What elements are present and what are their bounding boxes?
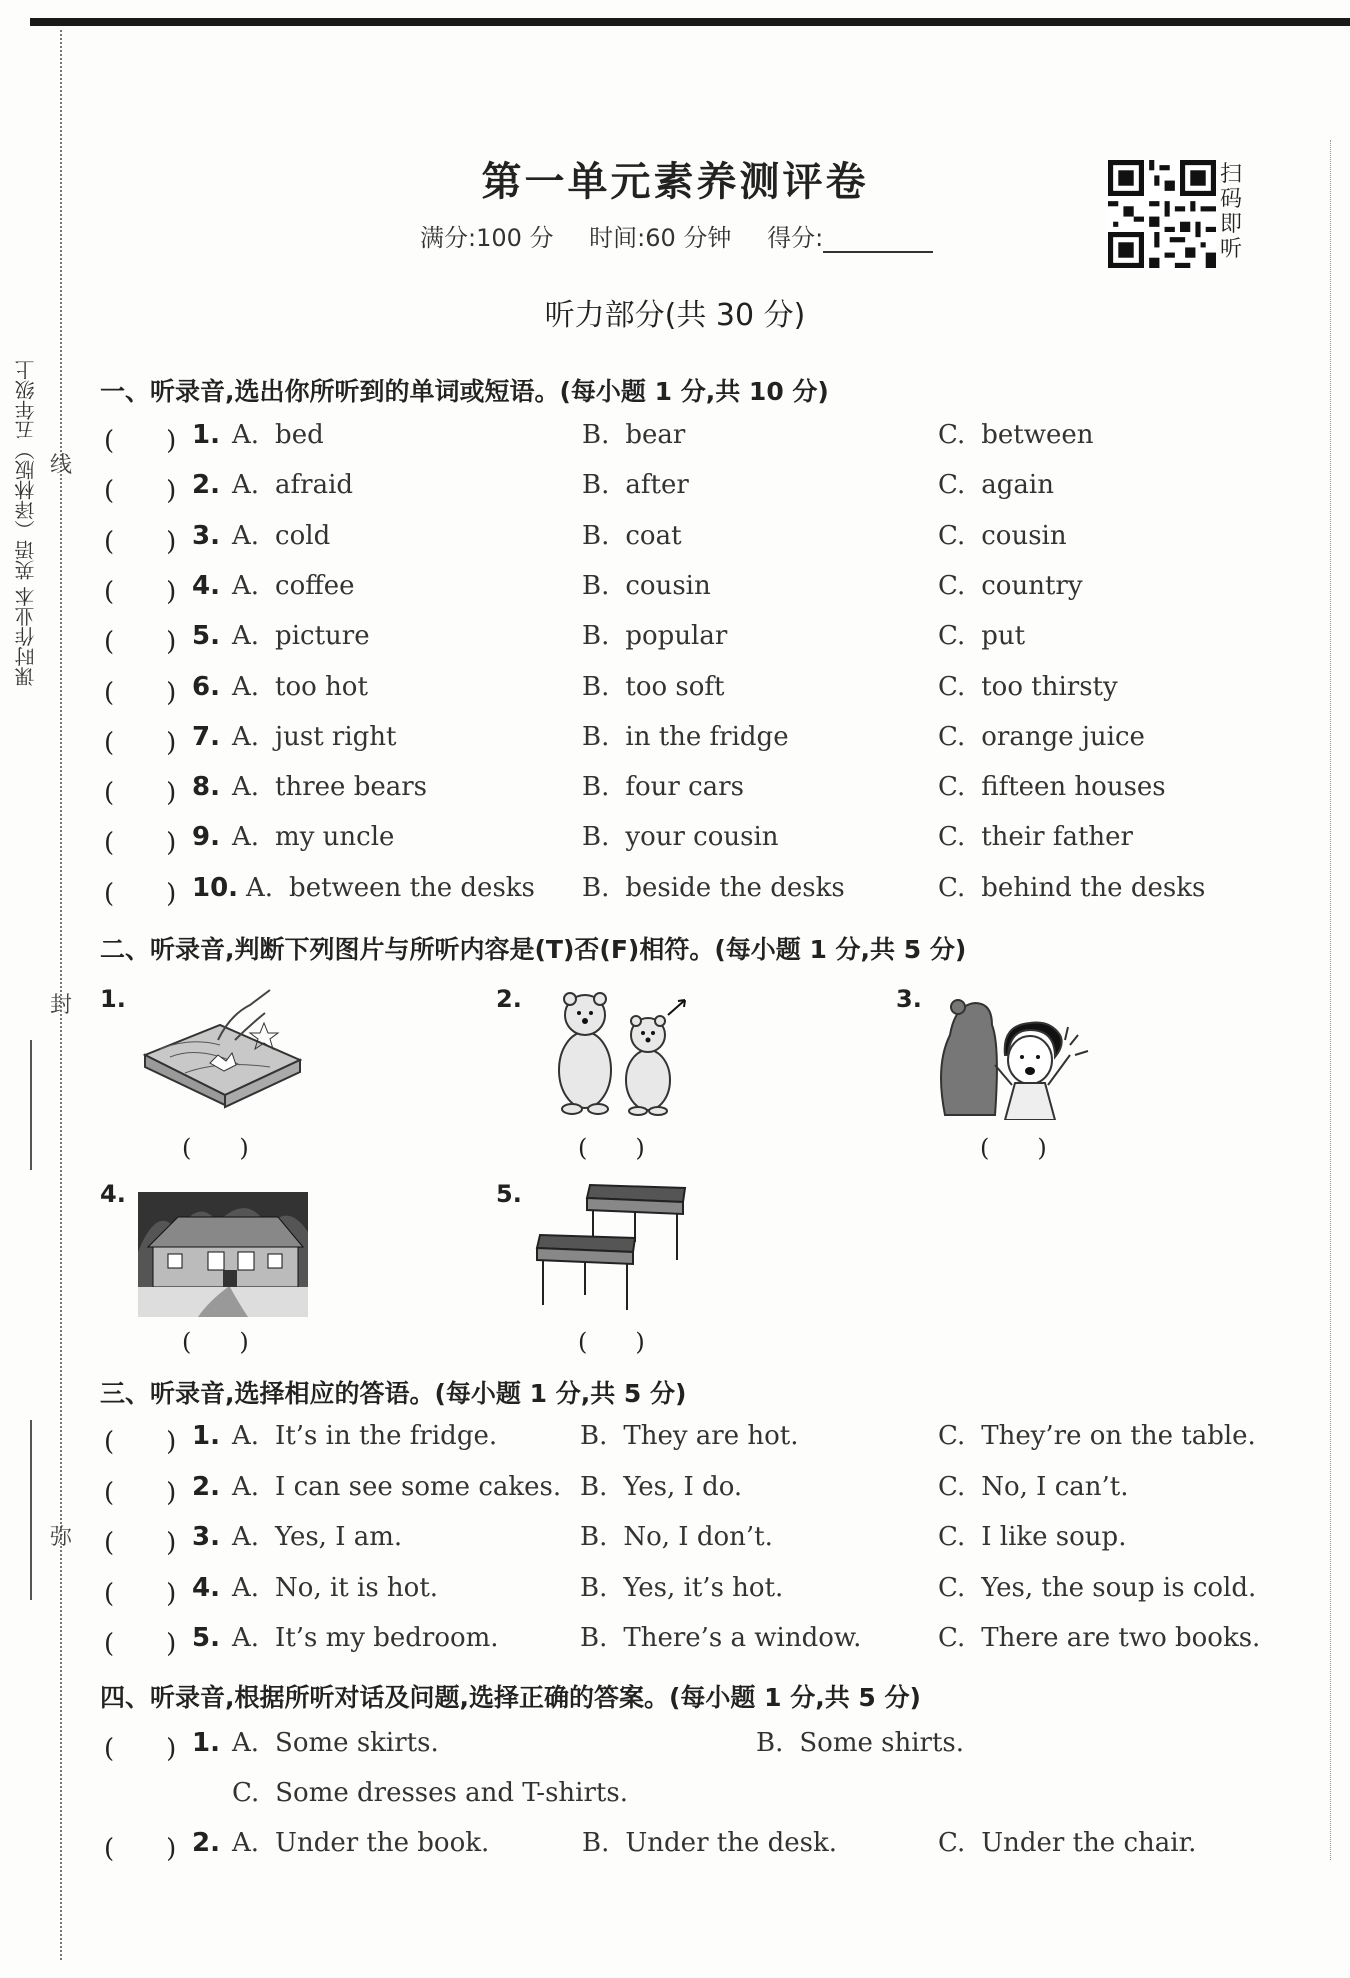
score-blank[interactable] bbox=[823, 251, 933, 253]
picture-number: 1. bbox=[100, 985, 126, 1013]
option-letter: C. bbox=[938, 1522, 966, 1552]
option-letter: B. bbox=[582, 822, 610, 853]
answer-paren[interactable]: ( ) bbox=[104, 727, 177, 758]
option-a bbox=[232, 1623, 499, 1653]
question-number: 6. bbox=[192, 671, 220, 702]
option-text: popular bbox=[625, 621, 728, 652]
name-blank-line bbox=[30, 1040, 32, 1170]
option-letter: B. bbox=[580, 1471, 608, 1502]
option-letter: A. bbox=[232, 671, 260, 702]
option-letter: C. bbox=[938, 520, 966, 551]
option-text: Under the book. bbox=[275, 1828, 490, 1858]
option-a bbox=[232, 772, 427, 802]
option-text: Some dresses and T-shirts. bbox=[275, 1778, 628, 1808]
qr-code-icon[interactable] bbox=[1108, 160, 1216, 268]
option-letter: A. bbox=[232, 570, 260, 601]
score-label: 得分: bbox=[767, 224, 824, 252]
option-b bbox=[582, 772, 744, 802]
answer-paren[interactable]: ( ) bbox=[104, 526, 177, 557]
option-text: There are two books. bbox=[981, 1623, 1261, 1653]
answer-paren[interactable]: ( ) bbox=[182, 1328, 249, 1356]
option-a bbox=[232, 1828, 489, 1858]
option-text: three bears bbox=[275, 772, 428, 803]
option-b bbox=[756, 1728, 964, 1758]
option-letter: C. bbox=[938, 671, 966, 702]
option-letter: A. bbox=[232, 1471, 260, 1502]
option-text: your cousin bbox=[625, 822, 779, 853]
option-letter: A. bbox=[232, 420, 260, 450]
option-c bbox=[938, 621, 1025, 651]
page-title: 第一单元素养测评卷 bbox=[481, 158, 869, 205]
option-text: There’s a window. bbox=[623, 1623, 862, 1653]
question-row-continued bbox=[100, 1778, 1300, 1818]
question-row bbox=[100, 621, 1300, 661]
margin-seal-char: 封 bbox=[50, 993, 73, 1018]
option-a bbox=[246, 873, 535, 903]
option-a bbox=[232, 1728, 439, 1758]
section4-heading: 四、听录音,根据所听对话及问题,选择正确的答案。(每小题 1 分,共 5 分) bbox=[100, 1683, 921, 1712]
part-title: 听力部分(共 30 分) bbox=[544, 298, 806, 333]
option-text: cousin bbox=[981, 520, 1067, 551]
answer-paren[interactable]: ( ) bbox=[104, 1734, 177, 1764]
exam-meta bbox=[420, 218, 961, 253]
option-text: cousin bbox=[625, 570, 711, 601]
qr-label-char: 码 bbox=[1220, 187, 1243, 212]
answer-paren[interactable]: ( ) bbox=[104, 426, 177, 456]
qr-label-char: 听 bbox=[1220, 237, 1243, 262]
option-letter: C. bbox=[938, 1623, 966, 1653]
margin-line-char: 线 bbox=[50, 453, 73, 478]
option-text: put bbox=[981, 621, 1026, 652]
question-row bbox=[100, 1421, 1300, 1461]
option-b bbox=[582, 621, 727, 651]
option-text: between bbox=[981, 420, 1094, 450]
option-b bbox=[580, 1421, 799, 1451]
question-number: 1. bbox=[192, 420, 220, 450]
option-text: They’re on the table. bbox=[981, 1421, 1256, 1451]
question-row bbox=[100, 571, 1300, 611]
option-text: too thirsty bbox=[981, 671, 1118, 702]
question-row bbox=[100, 1728, 1300, 1768]
option-letter: B. bbox=[582, 420, 610, 450]
option-a bbox=[232, 1522, 402, 1552]
option-letter: A. bbox=[232, 822, 260, 853]
qr-label-char: 扫 bbox=[1220, 162, 1243, 187]
option-letter: B. bbox=[582, 1828, 610, 1858]
option-text: It’s in the fridge. bbox=[275, 1421, 498, 1451]
answer-paren[interactable]: ( ) bbox=[980, 1134, 1047, 1162]
option-letter: B. bbox=[582, 520, 610, 551]
option-letter: A. bbox=[232, 1623, 260, 1653]
option-text: orange juice bbox=[981, 721, 1145, 752]
option-letter: B. bbox=[582, 772, 610, 803]
option-text: I like soup. bbox=[981, 1522, 1127, 1552]
answer-paren[interactable]: ( ) bbox=[104, 828, 177, 859]
option-b bbox=[582, 672, 724, 702]
question-number: 1. bbox=[192, 1421, 220, 1451]
option-text: Yes, the soup is cold. bbox=[981, 1572, 1257, 1603]
option-letter: B. bbox=[582, 570, 610, 601]
option-text: It’s my bedroom. bbox=[275, 1623, 499, 1653]
option-b bbox=[580, 1522, 773, 1552]
answer-paren[interactable]: ( ) bbox=[104, 1578, 177, 1609]
picture-number: 4. bbox=[100, 1180, 126, 1208]
option-c bbox=[938, 1623, 1260, 1653]
option-b bbox=[582, 1828, 837, 1858]
answer-paren[interactable]: ( ) bbox=[104, 778, 177, 809]
question-number: 9. bbox=[192, 822, 220, 853]
option-c bbox=[938, 470, 1054, 500]
option-a bbox=[232, 1472, 561, 1502]
option-letter: A. bbox=[232, 470, 260, 501]
option-text: just right bbox=[275, 721, 397, 752]
option-text: too hot bbox=[275, 671, 368, 702]
option-letter: A. bbox=[232, 1421, 260, 1451]
question-number: 5. bbox=[192, 621, 220, 652]
option-letter: C. bbox=[938, 1572, 966, 1603]
option-text: my uncle bbox=[275, 822, 395, 853]
question-row bbox=[100, 420, 1300, 460]
option-letter: A. bbox=[232, 1572, 260, 1603]
option-letter: B. bbox=[580, 1572, 608, 1603]
answer-paren[interactable]: ( ) bbox=[104, 1629, 177, 1659]
option-a bbox=[232, 672, 368, 702]
option-c bbox=[938, 1421, 1256, 1451]
option-a bbox=[232, 470, 353, 500]
answer-paren[interactable]: ( ) bbox=[104, 1477, 177, 1508]
answer-paren[interactable]: ( ) bbox=[104, 677, 177, 708]
option-c bbox=[938, 1828, 1196, 1858]
question-row bbox=[100, 772, 1300, 812]
option-text: beside the desks bbox=[625, 872, 845, 903]
option-c bbox=[938, 1522, 1126, 1552]
option-b bbox=[582, 521, 682, 551]
option-text: Under the desk. bbox=[625, 1828, 837, 1858]
option-text: coffee bbox=[275, 570, 355, 601]
question-number: 1. bbox=[192, 1728, 220, 1758]
question-row bbox=[100, 1828, 1300, 1868]
option-letter: C. bbox=[938, 872, 966, 903]
option-b bbox=[582, 470, 689, 500]
right-dotted-line bbox=[1330, 140, 1331, 1860]
top-border bbox=[30, 18, 1350, 26]
option-letter: C. bbox=[938, 1828, 966, 1858]
option-c bbox=[938, 672, 1118, 702]
option-text: four cars bbox=[625, 772, 744, 803]
option-letter: B. bbox=[756, 1728, 784, 1758]
option-c bbox=[938, 1472, 1129, 1502]
option-c bbox=[938, 571, 1083, 601]
question-number: 7. bbox=[192, 721, 220, 752]
class-blank-line bbox=[30, 1420, 32, 1600]
question-number: 10. bbox=[192, 872, 239, 903]
option-letter: B. bbox=[580, 1421, 608, 1451]
question-row bbox=[100, 521, 1300, 561]
option-text: coat bbox=[625, 520, 682, 551]
option-letter: C. bbox=[938, 1421, 966, 1451]
option-text: No, it is hot. bbox=[275, 1572, 439, 1603]
option-text: Yes, it’s hot. bbox=[623, 1572, 784, 1603]
option-letter: A. bbox=[232, 520, 260, 551]
option-c bbox=[938, 873, 1205, 903]
option-a bbox=[232, 722, 397, 752]
answer-paren[interactable]: ( ) bbox=[578, 1134, 645, 1162]
option-text: afraid bbox=[275, 470, 354, 501]
option-letter: A. bbox=[232, 1828, 260, 1858]
bear-and-girl-picture bbox=[930, 985, 1110, 1120]
qr-label-char: 即 bbox=[1220, 212, 1243, 237]
option-a bbox=[232, 521, 330, 551]
full-score: 满分:100 分 bbox=[420, 224, 554, 252]
option-b bbox=[582, 420, 685, 450]
option-a bbox=[232, 571, 355, 601]
option-letter: C. bbox=[232, 1778, 260, 1808]
option-text: behind the desks bbox=[981, 872, 1206, 903]
option-letter: A. bbox=[232, 621, 260, 652]
section3-heading: 三、听录音,选择相应的答语。(每小题 1 分,共 5 分) bbox=[100, 1379, 687, 1408]
option-letter: C. bbox=[938, 420, 966, 450]
option-c bbox=[938, 722, 1145, 752]
option-a bbox=[232, 1573, 438, 1603]
option-text: again bbox=[981, 470, 1054, 501]
answer-paren[interactable]: ( ) bbox=[104, 878, 177, 909]
question-row bbox=[100, 672, 1300, 712]
option-text: Yes, I do. bbox=[623, 1471, 743, 1502]
answer-paren[interactable]: ( ) bbox=[104, 576, 177, 607]
margin-fold-char: 弥 bbox=[50, 1525, 73, 1550]
question-number: 3. bbox=[192, 1522, 220, 1552]
question-number: 8. bbox=[192, 772, 220, 803]
option-b bbox=[582, 571, 711, 601]
option-text: fifteen houses bbox=[981, 772, 1166, 803]
option-text: country bbox=[981, 570, 1083, 601]
option-b bbox=[580, 1472, 742, 1502]
option-text: their father bbox=[981, 822, 1133, 853]
option-letter: A. bbox=[232, 1522, 260, 1552]
option-letter: C. bbox=[938, 1471, 966, 1502]
option-a bbox=[232, 621, 370, 651]
house-picture bbox=[138, 1192, 308, 1317]
option-letter: B. bbox=[582, 621, 610, 652]
option-letter: B. bbox=[580, 1623, 608, 1653]
option-text: too soft bbox=[625, 671, 725, 702]
option-a bbox=[232, 1421, 497, 1451]
question-number: 2. bbox=[192, 470, 220, 501]
question-number: 2. bbox=[192, 1828, 220, 1858]
question-row bbox=[100, 1472, 1300, 1512]
option-text: in the fridge bbox=[625, 721, 789, 752]
option-b bbox=[582, 722, 789, 752]
question-row bbox=[100, 873, 1300, 913]
question-number: 4. bbox=[192, 1572, 220, 1603]
option-c bbox=[938, 822, 1133, 852]
answer-paren[interactable]: ( ) bbox=[104, 476, 177, 507]
option-text: picture bbox=[275, 621, 370, 652]
question-row bbox=[100, 822, 1300, 862]
option-b bbox=[580, 1573, 783, 1603]
option-letter: C. bbox=[938, 470, 966, 501]
option-letter: C. bbox=[938, 621, 966, 652]
option-letter: C. bbox=[938, 772, 966, 803]
option-letter: B. bbox=[582, 721, 610, 752]
option-letter: B. bbox=[580, 1522, 608, 1552]
option-text: Yes, I am. bbox=[275, 1522, 403, 1552]
option-letter: C. bbox=[938, 721, 966, 752]
question-number: 5. bbox=[192, 1623, 220, 1653]
question-row bbox=[100, 1573, 1300, 1613]
answer-paren[interactable]: ( ) bbox=[182, 1134, 249, 1162]
time-limit: 时间:60 分钟 bbox=[589, 224, 732, 252]
option-text: bear bbox=[625, 420, 686, 450]
option-letter: A. bbox=[232, 772, 260, 803]
option-letter: A. bbox=[246, 872, 274, 903]
answer-paren[interactable]: ( ) bbox=[104, 1427, 177, 1457]
section2-heading: 二、听录音,判断下列图片与所听内容是(T)否(F)相符。(每小题 1 分,共 5 分) bbox=[100, 935, 967, 964]
option-c bbox=[938, 521, 1067, 551]
option-c bbox=[232, 1778, 628, 1808]
section1-heading: 一、听录音,选出你所听到的单词或短语。(每小题 1 分,共 10 分) bbox=[100, 377, 829, 406]
option-text: No, I can’t. bbox=[981, 1471, 1129, 1502]
option-letter: B. bbox=[582, 872, 610, 903]
question-row bbox=[100, 470, 1300, 510]
option-text: No, I don’t. bbox=[623, 1522, 773, 1552]
two-bears-picture bbox=[550, 985, 690, 1120]
option-text: Under the chair. bbox=[981, 1828, 1197, 1858]
side-book-title bbox=[14, 360, 44, 686]
picture-number: 5. bbox=[496, 1180, 522, 1208]
question-row bbox=[100, 1623, 1300, 1663]
answer-paren[interactable]: ( ) bbox=[578, 1328, 645, 1356]
option-b bbox=[582, 873, 845, 903]
option-a bbox=[232, 420, 324, 450]
side-book-text: 课时作业本 英语（译林版）五年级上 bbox=[14, 360, 38, 687]
option-a bbox=[232, 822, 394, 852]
option-text: between the desks bbox=[289, 872, 535, 903]
option-text: cold bbox=[275, 520, 331, 551]
option-text: Some skirts. bbox=[275, 1728, 439, 1758]
option-text: bed bbox=[275, 420, 324, 450]
qr-label bbox=[1220, 162, 1250, 262]
option-b bbox=[582, 822, 779, 852]
question-row bbox=[100, 722, 1300, 762]
option-text: after bbox=[625, 470, 689, 501]
option-text: I can see some cakes. bbox=[275, 1471, 562, 1502]
option-c bbox=[938, 1573, 1256, 1603]
option-letter: C. bbox=[938, 570, 966, 601]
two-desks-picture bbox=[535, 1180, 695, 1315]
picture-number: 2. bbox=[496, 985, 522, 1013]
picture-number: 3. bbox=[896, 985, 922, 1013]
answer-paren[interactable]: ( ) bbox=[104, 627, 177, 658]
answer-paren[interactable]: ( ) bbox=[104, 1834, 177, 1864]
option-letter: A. bbox=[232, 1728, 260, 1758]
option-c bbox=[938, 772, 1166, 802]
question-number: 3. bbox=[192, 520, 220, 551]
option-text: Some shirts. bbox=[799, 1728, 965, 1758]
option-letter: A. bbox=[232, 721, 260, 752]
answer-paren[interactable]: ( ) bbox=[104, 1528, 177, 1558]
option-b bbox=[580, 1623, 861, 1653]
question-row bbox=[100, 1522, 1300, 1562]
broken-bed-picture bbox=[140, 985, 310, 1120]
question-number: 4. bbox=[192, 570, 220, 601]
option-c bbox=[938, 420, 1094, 450]
option-letter: B. bbox=[582, 470, 610, 501]
option-text: They are hot. bbox=[623, 1421, 799, 1451]
option-letter: C. bbox=[938, 822, 966, 853]
option-letter: B. bbox=[582, 671, 610, 702]
question-number: 2. bbox=[192, 1471, 220, 1502]
